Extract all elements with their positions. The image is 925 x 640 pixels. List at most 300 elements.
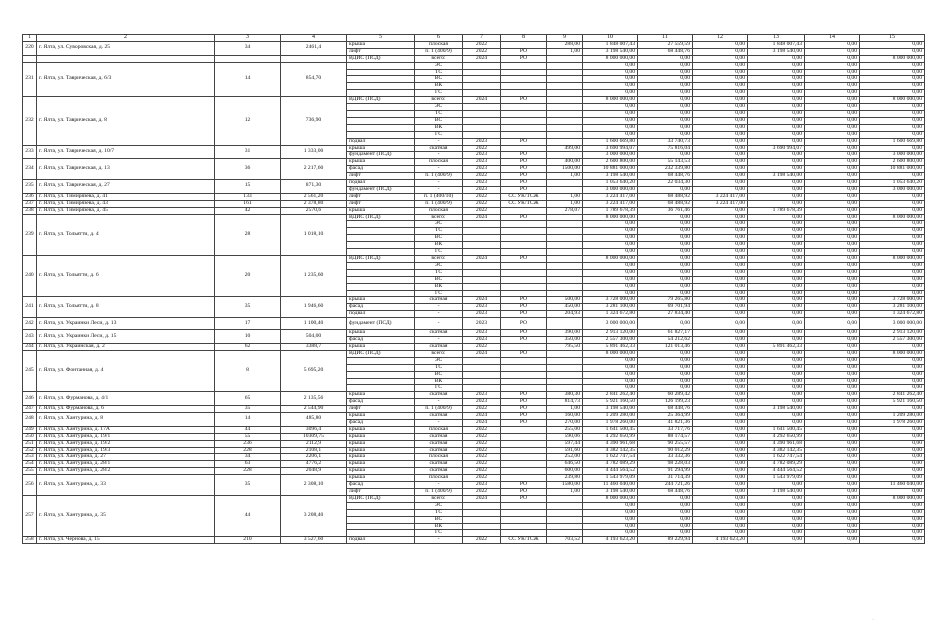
cell: 0,00 (693, 447, 748, 454)
cell (463, 523, 501, 530)
cell: плоская (415, 41, 463, 48)
area-value: 10309,75 (281, 433, 347, 440)
cell: 0,00 (805, 117, 860, 124)
cell: - (415, 180, 463, 187)
area-value: 5 695,20 (281, 350, 347, 391)
cell: 0,00 (638, 131, 693, 138)
cell: лифт (347, 489, 415, 496)
cell: плоская (415, 159, 463, 166)
row-number: 236 (23, 193, 37, 200)
cell: 4 390 961,68 (748, 440, 805, 447)
cell: 0,00 (805, 62, 860, 69)
cell: 0,00 (748, 76, 805, 83)
cell: 91 294,99 (638, 468, 693, 475)
cell: 4 193 623,20 (583, 537, 638, 544)
cell: 2022 (463, 537, 501, 544)
page-mark: · (872, 617, 874, 623)
cell: 0,00 (805, 318, 860, 330)
area-value: 2 544,90 (281, 406, 347, 413)
cell (501, 364, 547, 371)
cell: ВС (415, 235, 463, 242)
cell: 0,00 (748, 399, 805, 406)
cell: 600,00 (547, 468, 583, 475)
count-value: 228 (215, 447, 281, 454)
cell: 0,00 (805, 419, 860, 426)
cell (347, 509, 415, 516)
address: г. Ялта, ул. Тимирязева, д. 45 (37, 207, 215, 214)
cell: крыша (347, 413, 415, 420)
cell: 0,00 (805, 104, 860, 111)
cell: 0,00 (860, 371, 925, 378)
cell: ГС (415, 90, 463, 97)
cell: 0,00 (860, 523, 925, 530)
cell: 3 224 417,00 (693, 193, 748, 200)
cell: 3 000 000,00 (860, 152, 925, 159)
cell: крыша (347, 145, 415, 152)
cell: 2023 (463, 399, 501, 406)
cell: 0,00 (805, 502, 860, 509)
cell: 0,00 (583, 235, 638, 242)
row-number: 239 (23, 214, 37, 255)
cell (547, 76, 583, 83)
table-row (23, 256, 925, 263)
area-value: 736,90 (281, 97, 347, 145)
cell: 0,00 (748, 523, 805, 530)
cell: 0,00 (693, 489, 748, 496)
cell (463, 364, 501, 371)
cell: 2 913 120,00 (583, 330, 638, 337)
cell: 3 728 000,00 (583, 297, 638, 304)
cell (463, 242, 501, 249)
cell (547, 350, 583, 357)
cell: 1 848 007,43 (748, 41, 805, 48)
column-number: 14 (805, 35, 860, 42)
area-value: 2048,9 (281, 468, 347, 475)
cell (347, 502, 415, 509)
cell: скатная (415, 440, 463, 447)
cell: 3 000 000,00 (583, 318, 638, 330)
table-row (23, 330, 925, 337)
cell: ГС (415, 290, 463, 297)
cell: 244 721,26 (638, 482, 693, 489)
cell: 1 978 260,00 (860, 419, 925, 426)
address: г. Ялта, ул. Хантурина, д. 19/3 (37, 447, 215, 454)
cell: 0,00 (748, 495, 805, 502)
cell: 0,00 (748, 378, 805, 385)
cell: ВК (415, 242, 463, 249)
cell (463, 371, 501, 378)
cell: плоская (415, 454, 463, 461)
cell: 0,00 (693, 166, 748, 173)
cell: лифт (347, 173, 415, 180)
count-value: 17 (215, 318, 281, 330)
cell: - (415, 537, 463, 544)
cell (347, 83, 415, 90)
cell (347, 124, 415, 131)
cell: 0,00 (805, 159, 860, 166)
cell: 2022 (463, 173, 501, 180)
cell: 0,00 (748, 104, 805, 111)
cell: 126 199,23 (638, 399, 693, 406)
cell: ВДИС (ПСД) (347, 55, 415, 62)
cell: - (415, 337, 463, 344)
cell: всего: (415, 55, 463, 62)
cell: 0,00 (748, 152, 805, 159)
cell: 0,00 (583, 228, 638, 235)
cell (501, 235, 547, 242)
cell: п. 1 (400/9) (415, 200, 463, 207)
cell: 0,00 (693, 461, 748, 468)
cell: 0,00 (583, 509, 638, 516)
cell: 0,00 (638, 509, 693, 516)
cell: 3 690 994,07 (583, 145, 638, 152)
cell: 0,00 (693, 186, 748, 193)
cell (501, 371, 547, 378)
cell: 1 600 669,80 (583, 138, 638, 145)
cell: плоская (415, 207, 463, 214)
address: г. Ялта, ул. Хантурина, д. 33 (37, 475, 215, 496)
cell: - (415, 482, 463, 489)
cell: крыша (347, 159, 415, 166)
cell: 0,00 (748, 138, 805, 145)
cell: 4 782 089,29 (583, 461, 638, 468)
cell: 350,00 (547, 337, 583, 344)
cell: 0,00 (860, 235, 925, 242)
cell: 68 448,76 (638, 406, 693, 413)
cell: ВК (415, 523, 463, 530)
cell: крыша (347, 41, 415, 48)
count-value: 63 (215, 461, 281, 468)
row-number: 238 (23, 207, 37, 214)
cell: 0,00 (860, 131, 925, 138)
cell: скатная (415, 447, 463, 454)
cell (547, 242, 583, 249)
cell: 2023 (463, 330, 501, 337)
cell: 0,00 (583, 530, 638, 537)
cell: 0,00 (638, 221, 693, 228)
row-number: 250 (23, 433, 37, 440)
cell: 0,00 (693, 269, 748, 276)
cell: 0,00 (693, 304, 748, 311)
cell (501, 117, 547, 124)
cell: 0,00 (748, 110, 805, 117)
cell: 0,00 (860, 502, 925, 509)
cell: п. 1 (400/9) (415, 173, 463, 180)
cell (547, 495, 583, 502)
cell: 2 600 800,00 (860, 159, 925, 166)
cell (463, 104, 501, 111)
cell: 0,00 (693, 378, 748, 385)
cell: 0,00 (748, 419, 805, 426)
table-row (23, 343, 925, 350)
row-number: 245 (23, 350, 37, 391)
cell (347, 283, 415, 290)
cell: 0,00 (860, 516, 925, 523)
cell: фасад (347, 419, 415, 426)
address: г. Ялта, ул. Хантурина, д. 17А (37, 426, 215, 433)
address: г. Ялта, ул. Хантурина, д. 19/2 (37, 440, 215, 447)
cell (501, 523, 547, 530)
cell (501, 440, 547, 447)
cell: 8 000 000,00 (860, 97, 925, 104)
count-value: 14 (215, 62, 281, 97)
cell: 160,00 (547, 413, 583, 420)
count-value: 35 (215, 406, 281, 413)
cell: 75 816,04 (638, 145, 693, 152)
area-value: 2112,9 (281, 440, 347, 447)
cell: 0,00 (693, 297, 748, 304)
cell: п. 1 (400/9) (415, 489, 463, 496)
cell (463, 509, 501, 516)
cell: РО (501, 318, 547, 330)
row-number: 234 (23, 159, 37, 180)
cell: 2024 (463, 413, 501, 420)
cell (347, 221, 415, 228)
cell: 2022 (463, 489, 501, 496)
table-row (23, 55, 925, 62)
cell: 0,00 (805, 131, 860, 138)
column-number: 2 (37, 35, 215, 42)
cell: 204,93 (547, 311, 583, 318)
cell: РО (501, 413, 547, 420)
cell: 0,00 (805, 138, 860, 145)
cell: 0,00 (860, 249, 925, 256)
cell (463, 124, 501, 131)
cell: 0,00 (860, 193, 925, 200)
row-number: 242 (23, 318, 37, 330)
cell: 0,00 (805, 523, 860, 530)
cell: 27 834,40 (638, 311, 693, 318)
cell (347, 364, 415, 371)
cell: 499,00 (547, 145, 583, 152)
cell: 0,00 (805, 214, 860, 221)
cell: скатная (415, 413, 463, 420)
cell: 0,00 (693, 228, 748, 235)
table-row (23, 62, 925, 69)
cell: 0,00 (583, 104, 638, 111)
cell: 0,00 (860, 104, 925, 111)
column-number: 4 (281, 35, 347, 42)
cell: 0,00 (805, 290, 860, 297)
cell (501, 76, 547, 83)
cell: ТС (415, 69, 463, 76)
cell: ВС (415, 117, 463, 124)
cell (547, 83, 583, 90)
cell: 252,00 (547, 454, 583, 461)
cell: 0,00 (748, 330, 805, 337)
cell: 0,00 (860, 440, 925, 447)
cell: РО (501, 152, 547, 159)
cell: 0,00 (805, 83, 860, 90)
cell: ТС (415, 110, 463, 117)
cell: РО (501, 256, 547, 263)
cell: РО (501, 138, 547, 145)
cell: 0,00 (860, 90, 925, 97)
cell: 8 000 000,00 (583, 256, 638, 263)
table-row (23, 413, 925, 420)
cell: 0,00 (805, 186, 860, 193)
cell: 255,00 (547, 426, 583, 433)
cell: 0,00 (583, 124, 638, 131)
cell: 0,00 (805, 357, 860, 364)
cell: 0,00 (860, 530, 925, 537)
cell: 2023 (463, 166, 501, 173)
address: г. Ялта, ул. Таврическая, д. 27 (37, 180, 215, 194)
row-number: 220 (23, 41, 37, 55)
cell: 8 000 000,00 (583, 214, 638, 221)
cell: 2024 (463, 97, 501, 104)
cell: 55 143,53 (638, 159, 693, 166)
count-value: 42 (215, 207, 281, 214)
cell: РО (501, 419, 547, 426)
cell: 0,00 (693, 249, 748, 256)
cell (547, 283, 583, 290)
cell (547, 378, 583, 385)
cell: 8 000 000,00 (583, 55, 638, 62)
count-value: 65 (215, 392, 281, 406)
cell: плоская (415, 475, 463, 482)
cell: 3 000 000,00 (860, 186, 925, 193)
cell: скатная (415, 330, 463, 337)
cell: 0,00 (805, 110, 860, 117)
cell: 0,00 (693, 509, 748, 516)
cell: 0,00 (583, 90, 638, 97)
cell: 0,00 (860, 110, 925, 117)
area-value: 2 308,10 (281, 475, 347, 496)
cell: 90 255,57 (638, 440, 693, 447)
cell (501, 221, 547, 228)
cell: 0,00 (638, 516, 693, 523)
cell: 0,00 (748, 235, 805, 242)
cell: 68 488,92 (638, 193, 693, 200)
cell: 1 622 747,54 (583, 454, 638, 461)
cell: 0,00 (638, 214, 693, 221)
cell: 8 000 000,00 (860, 256, 925, 263)
cell: 0,00 (805, 343, 860, 350)
cell: 0,00 (805, 311, 860, 318)
cell: 1 848 007,43 (583, 41, 638, 48)
cell (463, 76, 501, 83)
cell: 2023 (463, 186, 501, 193)
table-row (23, 180, 925, 187)
count-value: 161 (215, 200, 281, 207)
cell: 270,00 (547, 419, 583, 426)
cell: 0,00 (748, 249, 805, 256)
cell: крыша (347, 330, 415, 337)
row-number: 257 (23, 495, 37, 536)
row-number: 251 (23, 440, 37, 447)
cell: 0,00 (748, 537, 805, 544)
column-number: 15 (860, 35, 925, 42)
cell: 0,00 (860, 69, 925, 76)
column-number: 12 (693, 35, 748, 42)
cell: 8 000 000,00 (860, 214, 925, 221)
count-value: 236 (215, 440, 281, 447)
cell (501, 242, 547, 249)
cell (347, 228, 415, 235)
cell: 5 921 160,50 (583, 399, 638, 406)
cell: 0,00 (805, 392, 860, 399)
cell: 0,00 (860, 228, 925, 235)
cell: 0,00 (805, 509, 860, 516)
cell: 597,44 (547, 440, 583, 447)
cell: 0,00 (693, 207, 748, 214)
cell: 0,00 (638, 256, 693, 263)
area-value: 1 333,00 (281, 145, 347, 159)
cell: крыша (347, 468, 415, 475)
cell: 2023 (463, 311, 501, 318)
cell: 1 641 500,45 (748, 426, 805, 433)
cell: 0,00 (638, 523, 693, 530)
cell: 590,06 (547, 433, 583, 440)
cell: 0,00 (860, 290, 925, 297)
cell: 0,00 (805, 461, 860, 468)
cell: 3 198 540,00 (583, 489, 638, 496)
cell: 0,00 (860, 447, 925, 454)
cell: 0,00 (638, 364, 693, 371)
cell: крыша (347, 440, 415, 447)
area-value: 2570,6 (281, 207, 347, 214)
cell (501, 468, 547, 475)
table-row (23, 214, 925, 221)
cell: 0,00 (583, 262, 638, 269)
cell: 33 332,36 (638, 454, 693, 461)
cell (347, 262, 415, 269)
cell: 33 740,73 (638, 138, 693, 145)
cell: 8 000 000,00 (583, 495, 638, 502)
cell: 0,00 (693, 117, 748, 124)
cell: 0,00 (583, 502, 638, 509)
cell: 0,00 (860, 41, 925, 48)
cell: - (415, 186, 463, 193)
cell: 2022 (463, 207, 501, 214)
cell (347, 62, 415, 69)
cell: крыша (347, 475, 415, 482)
cell: 1 324 672,80 (860, 311, 925, 318)
cell: 3 281 100,00 (583, 304, 638, 311)
cell (347, 378, 415, 385)
cell: 27 559,59 (638, 41, 693, 48)
cell: фасад (347, 166, 415, 173)
cell: 89 229,94 (638, 537, 693, 544)
cell (463, 62, 501, 69)
cell: крыша (347, 297, 415, 304)
cell: 0,00 (638, 110, 693, 117)
area-value: 485,80 (281, 413, 347, 427)
area-value (281, 55, 347, 62)
cell: 0,00 (860, 200, 925, 207)
cell: 0,00 (693, 256, 748, 263)
cell: 0,00 (805, 193, 860, 200)
count-value: 10 (215, 330, 281, 344)
cell: 0,00 (693, 83, 748, 90)
cell: всего: (415, 256, 463, 263)
address: г. Ялта, ул. Хантурина, д. 27 (37, 454, 215, 461)
cell: ТС (415, 364, 463, 371)
cell: 0,00 (693, 124, 748, 131)
cell: 0,00 (805, 413, 860, 420)
cell: ЭС (415, 262, 463, 269)
table-row (23, 475, 925, 482)
cell: 703,52 (547, 537, 583, 544)
cell: 0,00 (805, 337, 860, 344)
cell: 2024 (463, 214, 501, 221)
cell: 3 198 540,00 (748, 48, 805, 55)
cell: 3 000 000,00 (583, 186, 638, 193)
cell: 0,00 (693, 502, 748, 509)
cell: 0,00 (748, 166, 805, 173)
cell: 3 198 540,00 (748, 173, 805, 180)
